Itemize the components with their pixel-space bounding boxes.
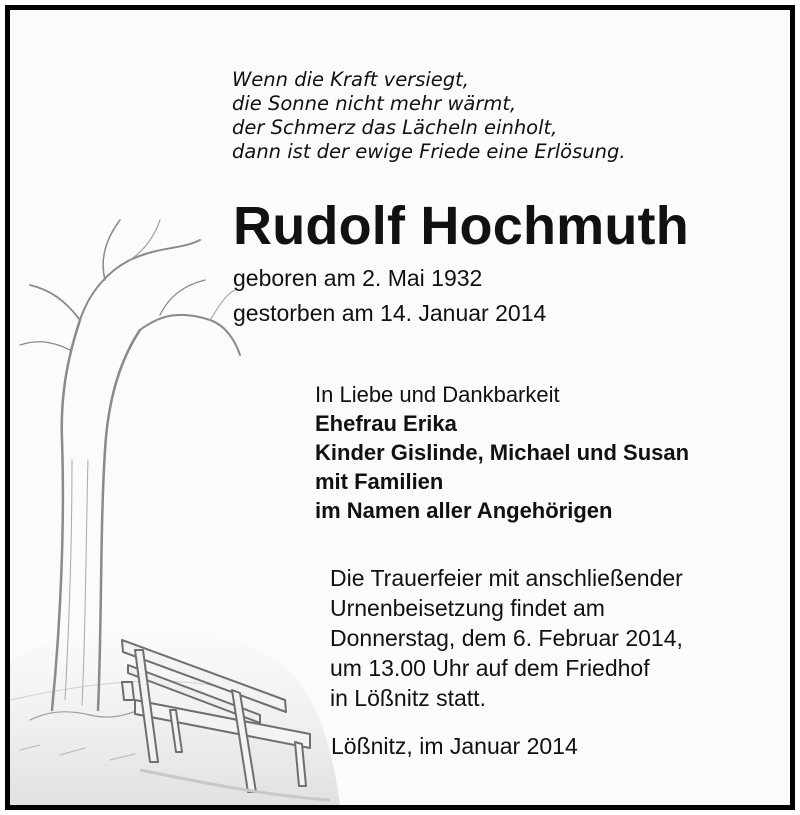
poem-line: die Sonne nicht mehr wärmt,	[232, 92, 517, 115]
obituary-notice	[5, 5, 795, 810]
ceremony-line: in Lößnitz statt.	[330, 685, 486, 711]
place-and-date: Lößnitz, im Januar 2014	[331, 733, 578, 759]
ceremony-line: um 13.00 Uhr auf dem Friedhof	[330, 655, 650, 681]
death-date: gestorben am 14. Januar 2014	[233, 300, 547, 326]
mourners-list	[315, 380, 689, 525]
poem	[232, 68, 626, 164]
poem-line: Wenn die Kraft versiegt,	[232, 68, 469, 91]
poem-line: der Schmerz das Lächeln einholt,	[232, 116, 558, 139]
ceremony-line: Die Trauerfeier mit anschließender	[330, 565, 683, 591]
birth-date: geboren am 2. Mai 1932	[233, 265, 483, 291]
mourner-families: mit Familien	[315, 469, 444, 494]
life-dates	[233, 261, 546, 331]
funeral-announcement	[330, 563, 683, 713]
mourner-relatives: im Namen aller Angehörigen	[315, 498, 613, 523]
ceremony-line: Urnenbeisetzung findet am	[330, 595, 605, 621]
mourners-intro: In Liebe und Dankbarkeit	[315, 382, 560, 407]
deceased-name: Rudolf Hochmuth	[233, 196, 689, 256]
mourner-wife: Ehefrau Erika	[315, 411, 457, 436]
poem-line: dann ist der ewige Friede eine Erlösung.	[232, 140, 626, 163]
ceremony-line: Donnerstag, dem 6. Februar 2014,	[330, 625, 683, 651]
mourner-children: Kinder Gislinde, Michael und Susan	[315, 440, 690, 465]
